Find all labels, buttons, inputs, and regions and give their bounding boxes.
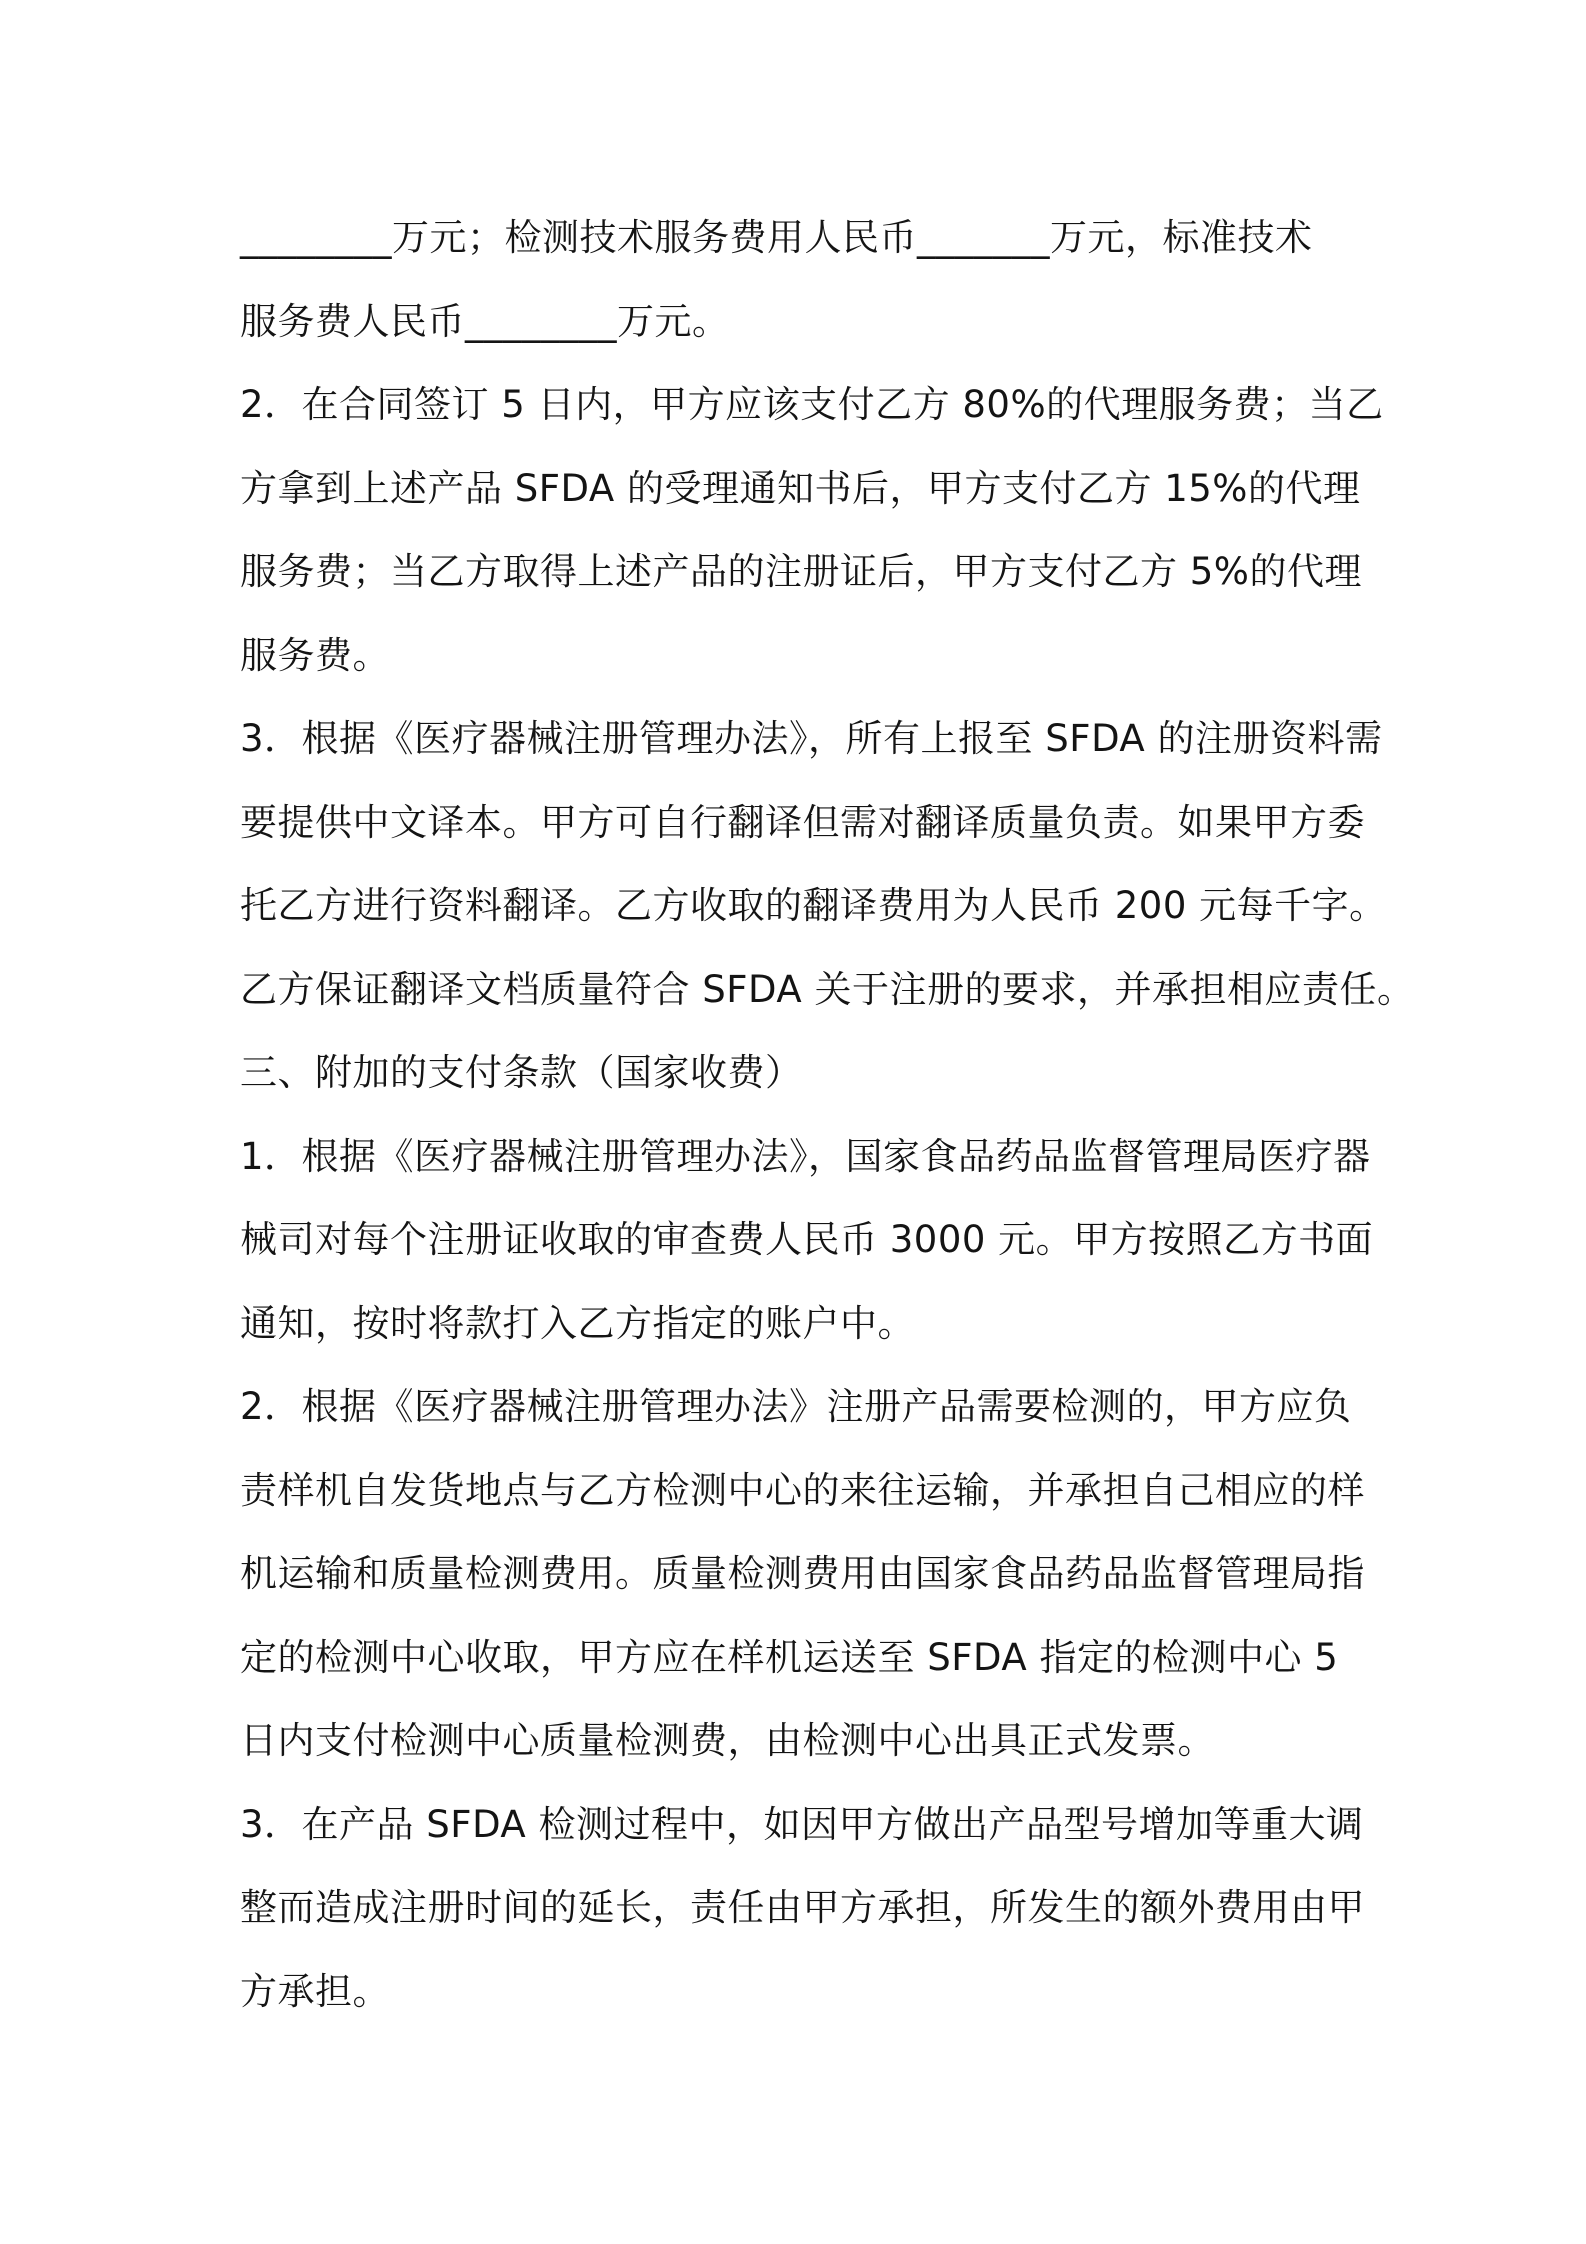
text-line: 要提供中文译本。甲方可自行翻译但需对翻译质量负责。如果甲方委 bbox=[240, 800, 1365, 844]
clause-3-line: 3．根据《医疗器械注册管理办法》，所有上报至 SFDA 的注册资料需 bbox=[240, 717, 1383, 760]
text-line: 责样机自发货地点与乙方检测中心的来往运输，并承担自己相应的样 bbox=[240, 1468, 1365, 1512]
text-line: 方承担。 bbox=[240, 1969, 390, 2013]
clause-1-line: 1．根据《医疗器械注册管理办法》，国家食品药品监督管理局医疗器 bbox=[240, 1134, 1371, 1178]
text-line: 服务费；当乙方取得上述产品的注册证后，甲方支付乙方 5%的代理 bbox=[240, 550, 1362, 593]
text-line: ________万元；检测技术服务费用人民币_______万元，标准技术 bbox=[240, 216, 1313, 259]
text-line: 方拿到上述产品 SFDA 的受理通知书后，甲方支付乙方 15%的代理 bbox=[240, 466, 1361, 510]
text-line: 托乙方进行资料翻译。乙方收取的翻译费用为人民币 200 元每千字。 bbox=[240, 884, 1387, 927]
text-line: 定的检测中心收取，甲方应在样机运送至 SFDA 指定的检测中心 5 bbox=[240, 1635, 1339, 1679]
clause-3-line: 3．在产品 SFDA 检测过程中，如因甲方做出产品型号增加等重大调 bbox=[240, 1802, 1364, 1846]
text-line: 机运输和质量检测费用。质量检测费用由国家食品药品监督管理局指 bbox=[240, 1552, 1365, 1595]
text-line: 整而造成注册时间的延长，责任由甲方承担，所发生的额外费用由甲 bbox=[240, 1886, 1365, 1929]
document-body bbox=[240, 196, 1415, 2033]
clause-2-line: 2．根据《医疗器械注册管理办法》注册产品需要检测的，甲方应负 bbox=[240, 1385, 1352, 1428]
text-line: 乙方保证翻译文档质量符合 SFDA 关于注册的要求，并承担相应责任。 bbox=[240, 967, 1415, 1011]
text-line: 械司对每个注册证收取的审查费人民币 3000 元。甲方按照乙方书面 bbox=[240, 1218, 1374, 1261]
text-line: 日内支付检测中心质量检测费，由检测中心出具正式发票。 bbox=[240, 1719, 1215, 1762]
text-line: 服务费。 bbox=[240, 633, 390, 677]
text-line: 服务费人民币________万元。 bbox=[240, 299, 730, 343]
text-line: 通知，按时将款打入乙方指定的账户中。 bbox=[240, 1301, 915, 1345]
clause-2-line: 2．在合同签订 5 日内，甲方应该支付乙方 80%的代理服务费；当乙 bbox=[240, 383, 1384, 426]
section-heading: 三、附加的支付条款（国家收费） bbox=[240, 1051, 803, 1094]
